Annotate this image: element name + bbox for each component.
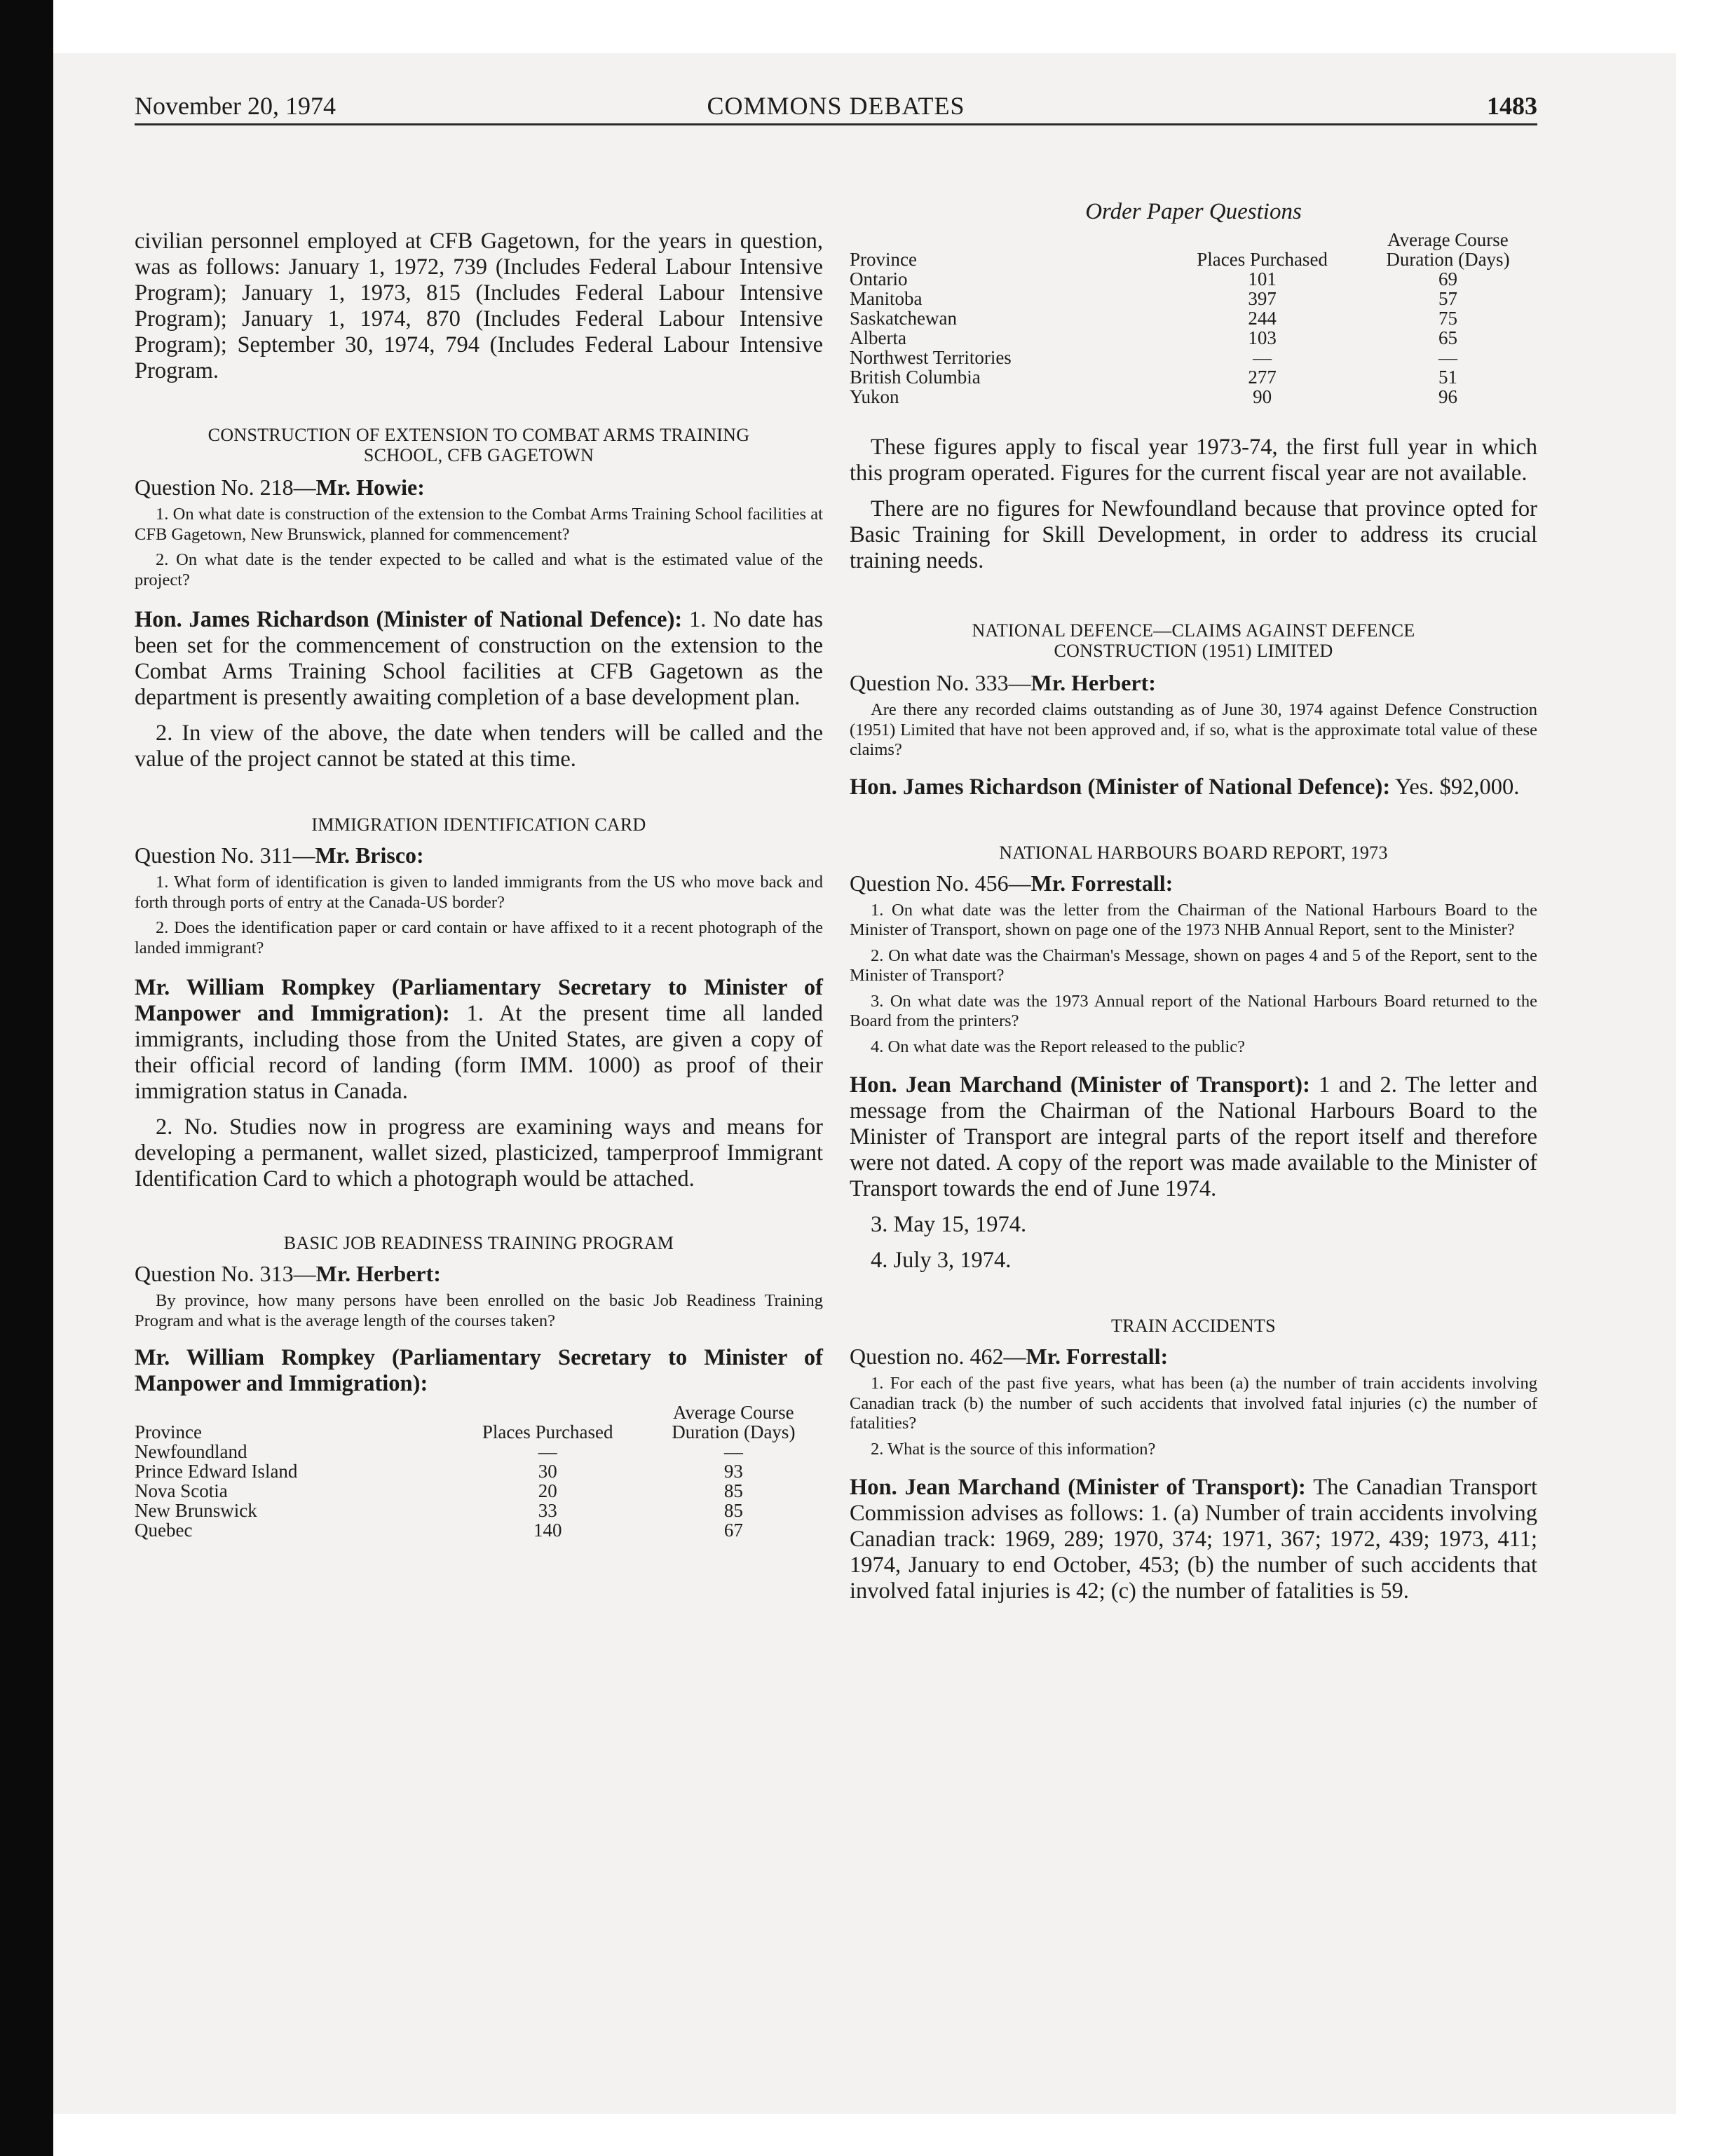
question-number-text: Question No. 218— <box>135 475 316 500</box>
column-header-places: Places Purchased <box>1197 249 1328 270</box>
note-paragraph: These figures apply to fiscal year 1973-74, the first full year in which this program operated. Figures for the current fiscal year are not available. <box>850 435 1537 486</box>
answer-paragraph <box>850 1072 1537 1202</box>
places-cell: 20 <box>538 1480 557 1501</box>
section-heading <box>135 425 823 465</box>
heading-line: NATIONAL DEFENCE—CLAIMS AGAINST DEFENCE <box>972 620 1415 641</box>
average-cell: 93 <box>723 1461 743 1482</box>
answer-paragraph <box>135 975 823 1105</box>
answer-paragraph <box>135 607 823 711</box>
question-number-text: Question no. 462— <box>850 1344 1026 1369</box>
asker: Mr. Howie: <box>315 475 425 500</box>
question-311 <box>135 814 823 1192</box>
places-cell: 33 <box>538 1500 557 1521</box>
question-text: 2. Does the identification paper or card contain or have affixed to it a recent photograph of the landed immigrant? <box>135 918 823 957</box>
answer-text: The Canadian Transport Commission advises as follows: 1. (a) Number of train accidents involving Canadian track: 1969, 289; 1970, 374; 1971, 367; 1972, 439; 1973, 411; 1974, January to end October, 453; (b) the number of such accidents that involved fatal injuries is 42; (c) the number of fatalities is 59. <box>850 1475 1538 1604</box>
question-text: 1. What form of identification is given to landed immigrants from the US who move back and forth through ports of entry at the Canada-US border? <box>135 873 823 912</box>
table-row <box>850 387 1537 407</box>
province-cell: Northwest Territories <box>850 347 1012 368</box>
average-cell: 65 <box>1438 327 1457 348</box>
average-cell: — <box>723 1441 743 1462</box>
table-row <box>850 308 1537 328</box>
places-cell: 101 <box>1248 268 1277 289</box>
question-number-text: Question No. 456— <box>850 870 1031 896</box>
places-cell: 397 <box>1248 288 1277 309</box>
question-number <box>850 669 1537 696</box>
average-cell: 69 <box>1438 268 1457 289</box>
answer-text: Yes. $92,000. <box>1390 774 1520 800</box>
province-cell: British Columbia <box>850 367 981 388</box>
publication-title: COMMONS DEBATES <box>707 92 965 120</box>
answer-paragraph: 2. No. Studies now in progress are examining ways and means for developing a permanent, wallet sized, plasticized, tamperproof Immigrant Identification Card to which a photograph would be attached. <box>135 1114 823 1192</box>
question-text: By province, how many persons have been enrolled on the basic Job Readiness Training Program and what is the average length of the courses taken? <box>135 1291 823 1330</box>
question-text: 2. On what date was the Chairman's Message, shown on pages 4 and 5 of the Report, sent to the Minister of Transport? <box>850 946 1537 985</box>
heading-line: CONSTRUCTION OF EXTENSION TO COMBAT ARMS TRAINING <box>207 425 750 445</box>
question-number <box>135 1260 823 1287</box>
header-line: Duration (Days) <box>672 1421 796 1442</box>
asker: Mr. Forrestall: <box>1030 870 1173 896</box>
question-text: 2. On what date is the tender expected to be called and what is the estimated value of the project? <box>135 550 823 589</box>
table-row <box>850 328 1537 348</box>
speaker-name: Hon. Jean Marchand (Minister of Transport): <box>850 1475 1306 1500</box>
question-number-text: Question No. 333— <box>850 670 1031 695</box>
table-row <box>135 1442 823 1461</box>
question-text: 2. What is the source of this information? <box>871 1439 1156 1459</box>
page-number: 1483 <box>1487 92 1537 120</box>
province-cell: Saskatchewan <box>850 308 957 329</box>
table-row <box>135 1520 823 1540</box>
places-cell: 30 <box>538 1461 557 1482</box>
header-line: Average Course <box>1387 229 1509 250</box>
answer-text: 1. No date has been set for the commencement of construction on the extension to the Combat Arms Training School facilities at CFB Gagetown as the department is presently awaiting completion of a base development plan. <box>135 607 823 710</box>
header-line: Duration (Days) <box>1386 249 1510 270</box>
continued-answer: civilian personnel employed at CFB Gagetown, for the years in question, was as follows: January 1, 1972, 739 (Includes Federal Labour Intensive Program); January 1, 1973, 815 (Includes Federal Labour Intensive Program); January 1, 1974, 870 (Includes Federal Labour Intensive Program); September 30, 1974, 794 (Includes Federal Labour Intensive Program. <box>135 228 823 383</box>
speaker-name: Hon. Jean Marchand (Minister of Transport): <box>850 1072 1310 1098</box>
asker: Mr. Forrestall: <box>1026 1344 1169 1369</box>
question-number <box>850 1343 1537 1370</box>
speaker-name: Mr. William Rompkey (Parliamentary Secretary to Minister of Manpower and Immigration): <box>135 975 823 1026</box>
province-cell: Prince Edward Island <box>135 1461 298 1482</box>
places-cell: 244 <box>1248 308 1277 329</box>
answer-paragraph: 3. May 15, 1974. <box>871 1212 1027 1237</box>
section-heading: IMMIGRATION IDENTIFICATION CARD <box>311 814 646 835</box>
province-cell: Ontario <box>850 268 908 289</box>
table-row <box>850 289 1537 308</box>
question-456 <box>850 842 1537 1274</box>
heading-line: SCHOOL, CFB GAGETOWN <box>363 445 594 465</box>
speaker-name: Hon. James Richardson (Minister of National Defence): <box>135 607 683 632</box>
speaker-name: Mr. William Rompkey (Parliamentary Secretary to Minister of Manpower and Immigration): <box>135 1345 823 1396</box>
answer-paragraph <box>850 1475 1537 1604</box>
column-header-province: Province <box>135 1421 202 1442</box>
answer-paragraph: 4. July 3, 1974. <box>871 1248 1012 1273</box>
average-cell: 51 <box>1438 367 1457 388</box>
column-header-places: Places Purchased <box>482 1421 613 1442</box>
column-header-province: Province <box>850 249 917 270</box>
question-text: 1. On what date is construction of the extension to the Combat Arms Training School facilities at CFB Gagetown, New Brunswick, planned for commencement? <box>135 505 823 544</box>
answer-paragraph: 2. In view of the above, the date when tenders will be called and the value of the project cannot be stated at this time. <box>135 721 823 772</box>
header-rule <box>135 123 1537 125</box>
enrolment-table-part-1 <box>135 1403 823 1540</box>
answer-paragraph <box>850 775 1537 800</box>
column-header-average <box>1359 230 1537 269</box>
section-heading <box>850 620 1537 661</box>
table-row <box>135 1481 823 1501</box>
average-cell: 96 <box>1438 386 1457 407</box>
column-header-average <box>644 1403 823 1442</box>
average-cell: 85 <box>723 1500 743 1521</box>
scan-border <box>0 0 53 2156</box>
asker: Mr. Brisco: <box>315 842 424 868</box>
average-cell: 57 <box>1438 288 1457 309</box>
section-heading: TRAIN ACCIDENTS <box>1111 1316 1276 1336</box>
question-number-text: Question No. 313— <box>135 1261 316 1286</box>
question-number-text: Question No. 311— <box>135 842 315 868</box>
places-cell: 103 <box>1248 327 1277 348</box>
question-text: Are there any recorded claims outstanding as of June 30, 1974 against Defence Construction (1951) Limited that have not been approved and, if so, what is the approximate total value of these claims? <box>850 700 1537 759</box>
table-header-row <box>135 1403 823 1442</box>
publication-date: November 20, 1974 <box>135 92 336 120</box>
table-row <box>850 367 1537 387</box>
header-line: Average Course <box>672 1402 794 1423</box>
average-cell: 85 <box>723 1480 743 1501</box>
table-row <box>135 1501 823 1520</box>
table-row <box>850 269 1537 289</box>
province-cell: Quebec <box>135 1520 193 1541</box>
section-heading: BASIC JOB READINESS TRAINING PROGRAM <box>283 1233 674 1253</box>
province-cell: Newfoundland <box>135 1441 247 1462</box>
average-cell: 75 <box>1438 308 1457 329</box>
question-text: 1. For each of the past five years, what has been (a) the number of train accidents involving Canadian track (b) the number of such accidents that involved fatal injuries (c) the number of fatalities? <box>850 1374 1537 1433</box>
left-column <box>135 140 823 1540</box>
question-text: 1. On what date was the letter from the Chairman of the National Harbours Board to the Minister of Transport, shown on page one of the 1973 NHB Annual Report, sent to the Minister? <box>850 900 1537 939</box>
question-text: 3. On what date was the 1973 Annual report of the National Harbours Board returned to the Board from the printers? <box>850 991 1537 1030</box>
question-text: 4. On what date was the Report released to the public? <box>871 1037 1246 1056</box>
question-462 <box>850 1316 1537 1604</box>
enrolment-table-part-2 <box>850 230 1537 407</box>
answer-text: 1. At the present time all landed immigrants, including those from the United States, are given a copy of their official record of landing (form IMM. 1000) as proof of their immigration status in Canada. <box>135 1001 823 1104</box>
note-paragraph: There are no figures for Newfoundland because that province opted for Basic Training for Skill Development, in order to address its crucial training needs. <box>850 496 1537 573</box>
province-cell: New Brunswick <box>135 1500 257 1521</box>
places-cell: 90 <box>1253 386 1272 407</box>
places-cell: 277 <box>1248 367 1277 388</box>
table-row <box>850 348 1537 367</box>
province-cell: Yukon <box>850 386 899 407</box>
heading-line: CONSTRUCTION (1951) LIMITED <box>1054 641 1333 661</box>
section-label: Order Paper Questions <box>1085 199 1302 224</box>
asker: Mr. Herbert: <box>315 1261 441 1286</box>
speaker-name: Hon. James Richardson (Minister of National Defence): <box>850 774 1391 800</box>
province-cell: Alberta <box>850 327 906 348</box>
question-333 <box>850 620 1537 800</box>
answer-paragraph <box>135 1345 823 1397</box>
table-header-row <box>850 230 1537 269</box>
places-cell: 140 <box>533 1520 562 1541</box>
table-row <box>135 1461 823 1481</box>
province-cell: Nova Scotia <box>135 1480 228 1501</box>
places-cell: — <box>1253 347 1272 368</box>
question-218 <box>135 425 823 772</box>
average-cell: 67 <box>723 1520 743 1541</box>
question-number <box>135 474 823 500</box>
question-313 <box>135 1233 823 1540</box>
answer-text: 1 and 2. The letter and message from the Chairman of the National Harbours Board to the Minister of Transport are integral parts of the report itself and therefore were not dated. A copy of the report was made available to the Minister of Transport towards the end of June 1974. <box>850 1072 1538 1201</box>
asker: Mr. Herbert: <box>1030 670 1156 695</box>
question-number <box>850 870 1537 896</box>
places-cell: — <box>538 1441 557 1462</box>
average-cell: — <box>1438 347 1457 368</box>
province-cell: Manitoba <box>850 288 923 309</box>
section-heading: NATIONAL HARBOURS BOARD REPORT, 1973 <box>999 842 1388 863</box>
right-column <box>850 140 1537 1604</box>
question-number <box>135 842 823 868</box>
